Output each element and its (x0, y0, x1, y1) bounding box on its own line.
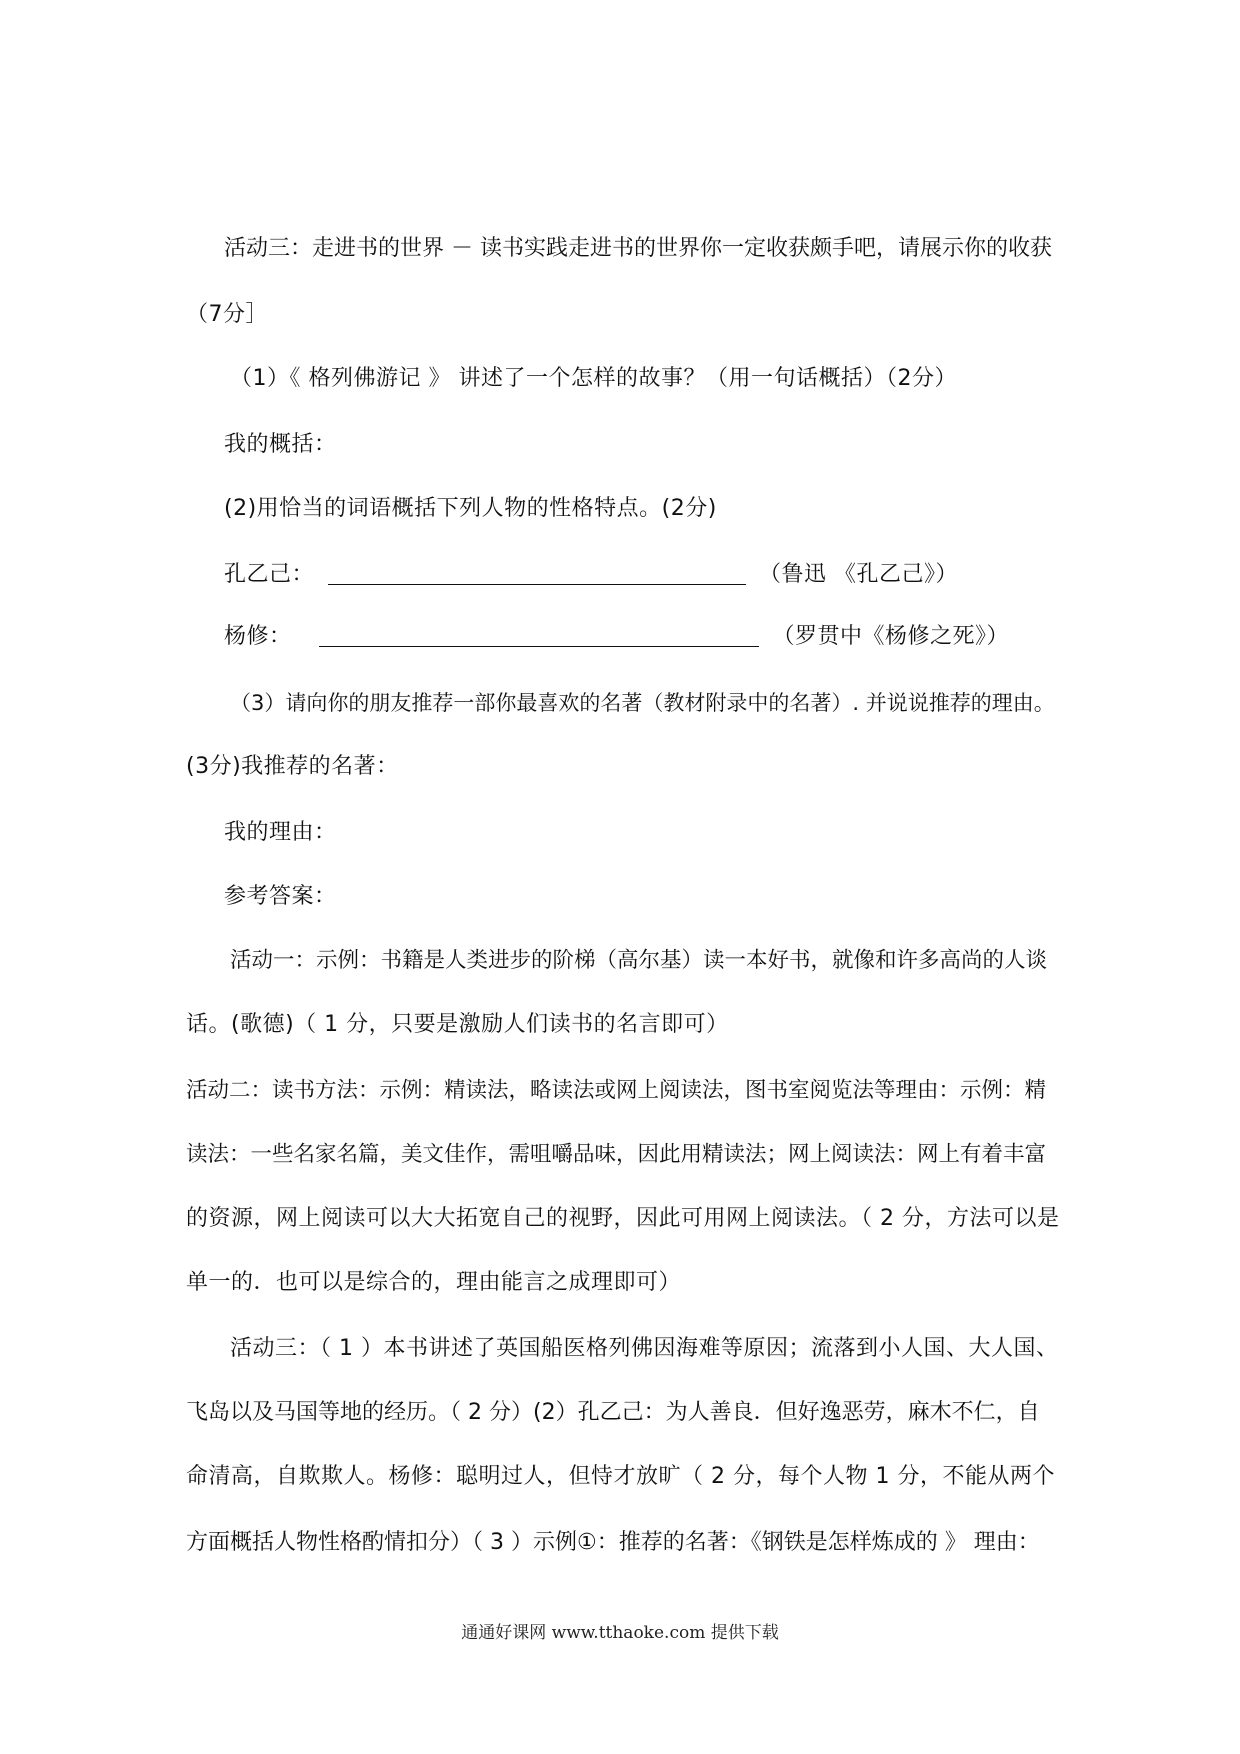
answer-activity1-line2: 话。(歌德)（ 1 分，只要是激励人们读书的名言即可） (186, 1012, 729, 1037)
question-3-reason-label: 我的理由： (224, 820, 337, 845)
answer-activity3-line3: 命清高，自欺欺人。杨修：聪明过人，但恃才放旷（ 2 分，每个人物 1 分，不能从两个 (186, 1464, 1055, 1489)
question-3-line1: （3）请向你的朋友推荐一部你最喜欢的名著（教材附录中的名著）. 并说说推荐的理由。 (230, 691, 1055, 715)
kong-yiji-label: 孔乙己： (224, 562, 315, 587)
answer-activity2-line2: 读法：一些名家名篇，美文佳作，需咀嚼品味，因此用精读法；网上阅读法：网上有着丰富 (186, 1142, 1047, 1167)
yang-xiu-answer-blank[interactable] (319, 624, 759, 647)
answer-activity3-line2: 飞岛以及马国等地的经历。（ 2 分）(2）孔乙己：为人善良．但好逸恶劳，麻木不仁，自 (186, 1400, 1040, 1425)
answer-activity1-line1: 活动一：示例：书籍是人类进步的阶梯（高尔基）读一本好书，就像和许多高尚的人谈 (230, 948, 1048, 973)
kong-yiji-answer-blank[interactable] (328, 562, 746, 585)
yang-xiu-label: 杨修： (224, 624, 292, 649)
reference-answers-title: 参考答案： (224, 884, 337, 909)
kong-yiji-row (224, 560, 958, 590)
yang-xiu-row (224, 622, 1009, 652)
kong-yiji-source: （鲁迅 《孔乙己》） (759, 562, 959, 587)
question-1: （1）《 格列佛游记 》 讲述了一个怎样的故事？（用一句话概括）（2分） (230, 366, 957, 391)
question-2: (2)用恰当的词语概括下列人物的性格特点。(2分) (224, 496, 717, 521)
answer-activity3-line1: 活动三：（ 1 ）本书讲述了英国船医格列佛因海难等原因；流落到小人国、大人国、 (230, 1336, 1059, 1361)
yang-xiu-source: （罗贯中《杨修之死》） (772, 624, 1010, 649)
answer-activity3-line4: 方面概括人物性格酌情扣分）（ 3 ）示例①：推荐的名著：《钢铁是怎样炼成的 》 理由： (186, 1530, 1040, 1555)
answer-activity2-line1: 活动二：读书方法：示例：精读法，略读法或网上阅读法，图书室阅览法等理由：示例：精 (186, 1078, 1047, 1103)
question-1-answer-label: 我的概括： (224, 432, 337, 457)
activity3-title-line1: 活动三：走进书的世界 － 读书实践走进书的世界你一定收获颇手吧，请展示你的收获 (224, 236, 1052, 261)
question-3-line2: (3分)我推荐的名著： (186, 754, 399, 779)
activity3-title-line2: （7分］ (186, 302, 268, 327)
answer-activity2-line4: 单一的．也可以是综合的，理由能言之成理即可） (186, 1270, 682, 1295)
page-footer: 通通好课网 www.tthaoke.com 提供下载 (461, 1623, 779, 1643)
answer-activity2-line3: 的资源，网上阅读可以大大拓宽自己的视野，因此可用网上阅读法。（ 2 分，方法可以是 (186, 1206, 1060, 1231)
